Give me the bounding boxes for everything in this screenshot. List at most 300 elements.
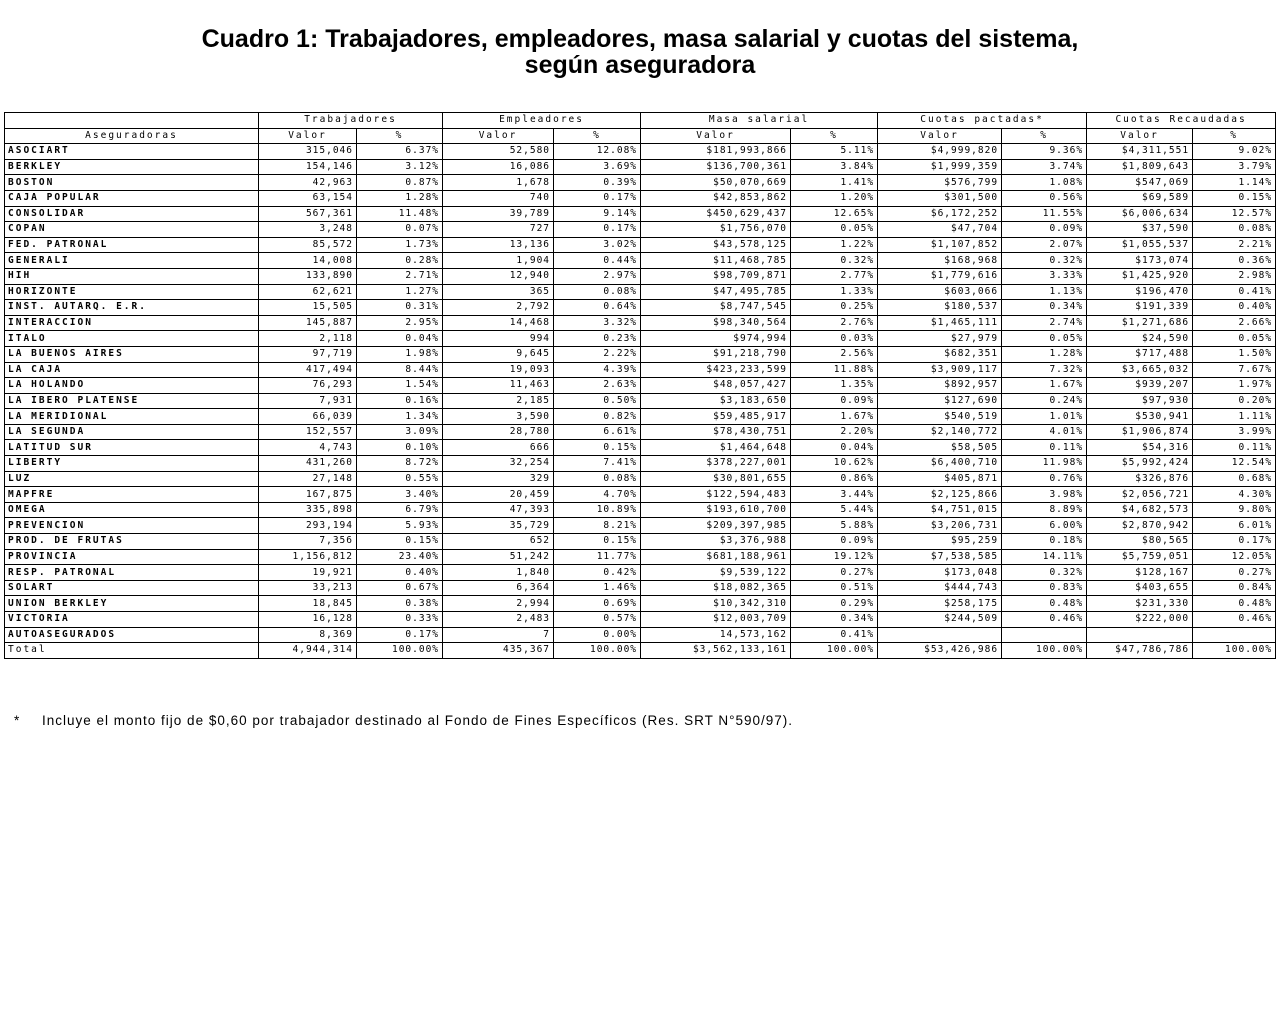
pct-header: %	[1193, 128, 1276, 144]
value-cell: 1.13%	[1002, 284, 1087, 300]
valor-header: Valor	[443, 128, 554, 144]
value-cell: $69,589	[1087, 190, 1193, 206]
value-cell: 0.24%	[1002, 393, 1087, 409]
value-cell: 1.20%	[791, 190, 878, 206]
value-cell: 3.84%	[791, 159, 878, 175]
value-cell: $2,140,772	[878, 424, 1002, 440]
value-cell: 2.63%	[554, 378, 641, 394]
value-cell: $173,048	[878, 565, 1002, 581]
group-header-trabajadores: Trabajadores	[259, 113, 443, 129]
value-cell: 6.79%	[357, 502, 443, 518]
value-cell: 994	[443, 331, 554, 347]
table-row	[5, 424, 1276, 440]
table-row	[5, 456, 1276, 472]
aseguradora-name-cell: VICTORIA	[5, 612, 259, 628]
value-cell: 2.07%	[1002, 237, 1087, 253]
pct-header: %	[1002, 128, 1087, 144]
value-cell: 0.36%	[1193, 253, 1276, 269]
value-cell: 12.57%	[1193, 206, 1276, 222]
valor-header: Valor	[259, 128, 357, 144]
value-cell: 100.00%	[791, 643, 878, 659]
value-cell: 39,789	[443, 206, 554, 222]
value-cell: 0.20%	[1193, 393, 1276, 409]
value-cell: $3,665,032	[1087, 362, 1193, 378]
value-cell	[1087, 627, 1193, 643]
footnote-text: Incluye el monto fijo de $0,60 por trabajador destinado al Fondo de Fines Específicos (Res. SRT N°590/97).	[42, 713, 794, 728]
value-cell: 315,046	[259, 144, 357, 160]
valor-header: Valor	[878, 128, 1002, 144]
value-cell: 11.88%	[791, 362, 878, 378]
value-cell: 0.40%	[1193, 300, 1276, 316]
aseguradora-name-cell: LA HOLANDO	[5, 378, 259, 394]
table-row	[5, 159, 1276, 175]
value-cell: $9,539,122	[641, 565, 791, 581]
value-cell: 1.67%	[1002, 378, 1087, 394]
value-cell: 51,242	[443, 549, 554, 565]
value-cell: 3.98%	[1002, 487, 1087, 503]
value-cell: 1.27%	[357, 284, 443, 300]
value-cell: 4.30%	[1193, 487, 1276, 503]
value-cell: 0.67%	[357, 580, 443, 596]
value-cell: 1.34%	[357, 409, 443, 425]
value-cell: 0.11%	[1002, 440, 1087, 456]
value-cell: 1.46%	[554, 580, 641, 596]
value-cell: 12.05%	[1193, 549, 1276, 565]
value-cell: $6,006,634	[1087, 206, 1193, 222]
aseguradora-name-cell: LA CAJA	[5, 362, 259, 378]
value-cell: 62,621	[259, 284, 357, 300]
value-cell: 0.09%	[1002, 222, 1087, 238]
value-cell: 0.51%	[791, 580, 878, 596]
value-cell: 0.10%	[357, 440, 443, 456]
table-row	[5, 222, 1276, 238]
value-cell: $30,801,655	[641, 471, 791, 487]
value-cell: 12.65%	[791, 206, 878, 222]
value-cell: 0.00%	[554, 627, 641, 643]
value-cell: $530,941	[1087, 409, 1193, 425]
aseguradora-name-cell: GENERALI	[5, 253, 259, 269]
value-cell: 2.74%	[1002, 315, 1087, 331]
table-row	[5, 144, 1276, 160]
value-cell: $80,565	[1087, 534, 1193, 550]
aseguradora-name-cell: HORIZONTE	[5, 284, 259, 300]
value-cell: 10.89%	[554, 502, 641, 518]
value-cell: 0.08%	[1193, 222, 1276, 238]
value-cell: 2.56%	[791, 346, 878, 362]
value-cell: $193,610,700	[641, 502, 791, 518]
value-cell: $3,376,988	[641, 534, 791, 550]
table-row	[5, 596, 1276, 612]
value-cell: 6.01%	[1193, 518, 1276, 534]
value-cell: 2,185	[443, 393, 554, 409]
value-cell: 0.03%	[791, 331, 878, 347]
valor-header: Valor	[1087, 128, 1193, 144]
value-cell: 6.61%	[554, 424, 641, 440]
value-cell: $127,690	[878, 393, 1002, 409]
value-cell: 11.55%	[1002, 206, 1087, 222]
value-cell: 567,361	[259, 206, 357, 222]
value-cell: 2.71%	[357, 268, 443, 284]
value-cell: $11,468,785	[641, 253, 791, 269]
title-line-2: según aseguradora	[524, 51, 756, 79]
value-cell: $10,342,310	[641, 596, 791, 612]
value-cell: 5.11%	[791, 144, 878, 160]
value-cell: 3.33%	[1002, 268, 1087, 284]
value-cell: 5.88%	[791, 518, 878, 534]
value-cell: $326,876	[1087, 471, 1193, 487]
value-cell: 0.87%	[357, 175, 443, 191]
value-cell: 0.09%	[791, 393, 878, 409]
value-cell: 11.77%	[554, 549, 641, 565]
table-row	[5, 268, 1276, 284]
value-cell: 1,678	[443, 175, 554, 191]
value-cell: $1,999,359	[878, 159, 1002, 175]
value-cell	[1193, 627, 1276, 643]
value-cell: $423,233,599	[641, 362, 791, 378]
value-cell: 100.00%	[357, 643, 443, 659]
pct-header: %	[791, 128, 878, 144]
value-cell: 0.17%	[357, 627, 443, 643]
value-cell: 0.86%	[791, 471, 878, 487]
value-cell: 8.72%	[357, 456, 443, 472]
value-cell: 0.76%	[1002, 471, 1087, 487]
value-cell: $403,655	[1087, 580, 1193, 596]
table-row	[5, 518, 1276, 534]
value-cell: 2,994	[443, 596, 554, 612]
table-row	[5, 487, 1276, 503]
value-cell: 11.48%	[357, 206, 443, 222]
value-cell: $301,500	[878, 190, 1002, 206]
value-cell: 417,494	[259, 362, 357, 378]
value-cell: 0.15%	[554, 534, 641, 550]
value-cell: 329	[443, 471, 554, 487]
value-cell: 8,369	[259, 627, 357, 643]
value-cell: 3.79%	[1193, 159, 1276, 175]
value-cell: 1.97%	[1193, 378, 1276, 394]
value-cell: 3.09%	[357, 424, 443, 440]
value-cell: $6,400,710	[878, 456, 1002, 472]
value-cell: 0.15%	[554, 440, 641, 456]
table-row	[5, 190, 1276, 206]
aseguradora-name-cell: LA BUENOS AIRES	[5, 346, 259, 362]
aseguradora-name-cell: LA IBERO PLATENSE	[5, 393, 259, 409]
value-cell: $4,999,820	[878, 144, 1002, 160]
aseguradora-name-cell: HIH	[5, 268, 259, 284]
value-cell: 133,890	[259, 268, 357, 284]
value-cell: 1.35%	[791, 378, 878, 394]
value-cell: 3.02%	[554, 237, 641, 253]
value-cell: $4,751,015	[878, 502, 1002, 518]
value-cell: 16,128	[259, 612, 357, 628]
value-cell: 3.69%	[554, 159, 641, 175]
value-cell: 3.99%	[1193, 424, 1276, 440]
value-cell: 15,505	[259, 300, 357, 316]
value-cell: 9.02%	[1193, 144, 1276, 160]
valor-header: Valor	[641, 128, 791, 144]
value-cell: $222,000	[1087, 612, 1193, 628]
value-cell: 1.01%	[1002, 409, 1087, 425]
value-cell: 1.33%	[791, 284, 878, 300]
value-cell: 1.98%	[357, 346, 443, 362]
value-cell: 167,875	[259, 487, 357, 503]
table-row	[5, 346, 1276, 362]
value-cell: 0.46%	[1002, 612, 1087, 628]
value-cell: 8.21%	[554, 518, 641, 534]
value-cell: 4.39%	[554, 362, 641, 378]
value-cell: 1.11%	[1193, 409, 1276, 425]
table-row	[5, 237, 1276, 253]
value-cell: 0.44%	[554, 253, 641, 269]
value-cell: 5.93%	[357, 518, 443, 534]
value-cell: 5.44%	[791, 502, 878, 518]
value-cell: $547,069	[1087, 175, 1193, 191]
value-cell: 12.54%	[1193, 456, 1276, 472]
value-cell: 100.00%	[554, 643, 641, 659]
aseguradora-name-cell: LA MERIDIONAL	[5, 409, 259, 425]
pct-header: %	[357, 128, 443, 144]
value-cell: 0.34%	[791, 612, 878, 628]
value-cell: 0.32%	[1002, 253, 1087, 269]
sub-header-row	[5, 128, 1276, 144]
table-row	[5, 378, 1276, 394]
value-cell: 293,194	[259, 518, 357, 534]
table-row	[5, 284, 1276, 300]
value-cell: 14,008	[259, 253, 357, 269]
value-cell: 1.67%	[791, 409, 878, 425]
value-cell: 0.27%	[1193, 565, 1276, 581]
value-cell: $168,968	[878, 253, 1002, 269]
value-cell: $8,747,545	[641, 300, 791, 316]
aseguradora-name-cell: LIBERTY	[5, 456, 259, 472]
aseguradora-name-cell: ASOCIART	[5, 144, 259, 160]
value-cell: 0.32%	[1002, 565, 1087, 581]
aseguradora-name-cell: INST. AUTARQ. E.R.	[5, 300, 259, 316]
value-cell: $5,992,424	[1087, 456, 1193, 472]
value-cell: 3,248	[259, 222, 357, 238]
value-cell: $95,259	[878, 534, 1002, 550]
value-cell: $78,430,751	[641, 424, 791, 440]
aseguradora-name-cell: RESP. PATRONAL	[5, 565, 259, 581]
value-cell: 0.42%	[554, 565, 641, 581]
value-cell: 9.36%	[1002, 144, 1087, 160]
value-cell: 14.11%	[1002, 549, 1087, 565]
value-cell: $12,003,709	[641, 612, 791, 628]
aseguradora-name-cell: LA SEGUNDA	[5, 424, 259, 440]
value-cell: 1,156,812	[259, 549, 357, 565]
value-cell: 12,940	[443, 268, 554, 284]
value-cell: $122,594,483	[641, 487, 791, 503]
table-row	[5, 300, 1276, 316]
value-cell: 0.39%	[554, 175, 641, 191]
value-cell: 2,118	[259, 331, 357, 347]
value-cell: 8.89%	[1002, 502, 1087, 518]
value-cell: 2,483	[443, 612, 554, 628]
value-cell: $47,704	[878, 222, 1002, 238]
value-cell: 9.80%	[1193, 502, 1276, 518]
value-cell: 0.57%	[554, 612, 641, 628]
value-cell: $7,538,585	[878, 549, 1002, 565]
value-cell: 0.17%	[554, 222, 641, 238]
value-cell: 1.14%	[1193, 175, 1276, 191]
value-cell: 10.62%	[791, 456, 878, 472]
aseguradora-name-cell: CONSOLIDAR	[5, 206, 259, 222]
value-cell: 35,729	[443, 518, 554, 534]
value-cell: $939,207	[1087, 378, 1193, 394]
value-cell: $1,107,852	[878, 237, 1002, 253]
value-cell: $47,786,786	[1087, 643, 1193, 659]
value-cell: 0.50%	[554, 393, 641, 409]
value-cell: $1,425,920	[1087, 268, 1193, 284]
value-cell: 19.12%	[791, 549, 878, 565]
value-cell: $209,397,985	[641, 518, 791, 534]
value-cell: 100.00%	[1002, 643, 1087, 659]
value-cell: 9,645	[443, 346, 554, 362]
value-cell	[1002, 627, 1087, 643]
value-cell: 6.37%	[357, 144, 443, 160]
value-cell: $58,505	[878, 440, 1002, 456]
value-cell: $258,175	[878, 596, 1002, 612]
value-cell: 0.17%	[554, 190, 641, 206]
value-cell: $53,426,986	[878, 643, 1002, 659]
value-cell: 7,931	[259, 393, 357, 409]
value-cell: 0.31%	[357, 300, 443, 316]
value-cell: 0.11%	[1193, 440, 1276, 456]
value-cell: 0.64%	[554, 300, 641, 316]
value-cell: 0.34%	[1002, 300, 1087, 316]
value-cell: 3.12%	[357, 159, 443, 175]
value-cell: 7	[443, 627, 554, 643]
value-cell: $1,809,643	[1087, 159, 1193, 175]
value-cell: $378,227,001	[641, 456, 791, 472]
value-cell: 63,154	[259, 190, 357, 206]
value-cell: 1.54%	[357, 378, 443, 394]
aseguradora-name-cell: Total	[5, 643, 259, 659]
value-cell: 1.28%	[1002, 346, 1087, 362]
value-cell: $682,351	[878, 346, 1002, 362]
value-cell: 32,254	[443, 456, 554, 472]
table-row	[5, 315, 1276, 331]
value-cell: $2,056,721	[1087, 487, 1193, 503]
value-cell: $540,519	[878, 409, 1002, 425]
value-cell: 52,580	[443, 144, 554, 160]
aseguradora-name-cell: COPAN	[5, 222, 259, 238]
value-cell: 740	[443, 190, 554, 206]
value-cell: $196,470	[1087, 284, 1193, 300]
value-cell: 3.40%	[357, 487, 443, 503]
value-cell: 13,136	[443, 237, 554, 253]
value-cell: 2.20%	[791, 424, 878, 440]
value-cell: $54,316	[1087, 440, 1193, 456]
aseguradora-name-cell: PREVENCION	[5, 518, 259, 534]
value-cell: 27,148	[259, 471, 357, 487]
group-header-cuotas-recaudadas: Cuotas Recaudadas	[1087, 113, 1276, 129]
value-cell: 4.70%	[554, 487, 641, 503]
value-cell: 2.77%	[791, 268, 878, 284]
value-cell: 66,039	[259, 409, 357, 425]
aseguradora-name-cell: INTERACCION	[5, 315, 259, 331]
value-cell: $1,465,111	[878, 315, 1002, 331]
table-row	[5, 362, 1276, 378]
value-cell: 2.95%	[357, 315, 443, 331]
group-header-cuotas-pactadas: Cuotas pactadas*	[878, 113, 1087, 129]
value-cell: $3,562,133,161	[641, 643, 791, 659]
table-row	[5, 253, 1276, 269]
aseguradora-name-cell: PROVINCIA	[5, 549, 259, 565]
value-cell: 14,573,162	[641, 627, 791, 643]
value-cell: $450,629,437	[641, 206, 791, 222]
value-cell: 16,086	[443, 159, 554, 175]
value-cell: $47,495,785	[641, 284, 791, 300]
value-cell: 0.41%	[791, 627, 878, 643]
value-cell: $603,066	[878, 284, 1002, 300]
value-cell: 2.97%	[554, 268, 641, 284]
value-cell: 7.32%	[1002, 362, 1087, 378]
value-cell: 431,260	[259, 456, 357, 472]
value-cell: $892,957	[878, 378, 1002, 394]
group-header-row	[5, 113, 1276, 129]
value-cell: 0.17%	[1193, 534, 1276, 550]
value-cell: $50,070,669	[641, 175, 791, 191]
table-row	[5, 502, 1276, 518]
aseguradora-name-cell: UNION BERKLEY	[5, 596, 259, 612]
value-cell: 11,463	[443, 378, 554, 394]
value-cell: 0.56%	[1002, 190, 1087, 206]
aseguradora-name-cell: SOLART	[5, 580, 259, 596]
value-cell: 2.22%	[554, 346, 641, 362]
value-cell: 1,904	[443, 253, 554, 269]
value-cell: 2.66%	[1193, 315, 1276, 331]
value-cell: $1,271,686	[1087, 315, 1193, 331]
value-cell: 7.67%	[1193, 362, 1276, 378]
value-cell: $3,909,117	[878, 362, 1002, 378]
table-row	[5, 206, 1276, 222]
value-cell: 0.27%	[791, 565, 878, 581]
aseguradora-name-cell: MAPFRE	[5, 487, 259, 503]
value-cell: $37,590	[1087, 222, 1193, 238]
value-cell: $3,183,650	[641, 393, 791, 409]
table-row	[5, 440, 1276, 456]
value-cell: $4,682,573	[1087, 502, 1193, 518]
value-cell: $1,906,874	[1087, 424, 1193, 440]
value-cell: 20,459	[443, 487, 554, 503]
table-row	[5, 549, 1276, 565]
value-cell: 0.08%	[554, 284, 641, 300]
value-cell: 0.25%	[791, 300, 878, 316]
value-cell: 7.41%	[554, 456, 641, 472]
value-cell: 0.08%	[554, 471, 641, 487]
value-cell: 3.44%	[791, 487, 878, 503]
value-cell: 1.41%	[791, 175, 878, 191]
aseguradoras-header: Aseguradoras	[5, 128, 259, 144]
value-cell: $98,340,564	[641, 315, 791, 331]
value-cell: 0.28%	[357, 253, 443, 269]
value-cell: 4,944,314	[259, 643, 357, 659]
value-cell: $27,979	[878, 331, 1002, 347]
table-row	[5, 565, 1276, 581]
value-cell: 14,468	[443, 315, 554, 331]
value-cell: 85,572	[259, 237, 357, 253]
value-cell: 666	[443, 440, 554, 456]
value-cell: 365	[443, 284, 554, 300]
aseguradora-name-cell: OMEGA	[5, 502, 259, 518]
value-cell: $717,488	[1087, 346, 1193, 362]
table-row	[5, 393, 1276, 409]
value-cell: 100.00%	[1193, 643, 1276, 659]
value-cell: 0.15%	[1193, 190, 1276, 206]
value-cell: 0.83%	[1002, 580, 1087, 596]
value-cell: $405,871	[878, 471, 1002, 487]
total-row	[5, 643, 1276, 659]
